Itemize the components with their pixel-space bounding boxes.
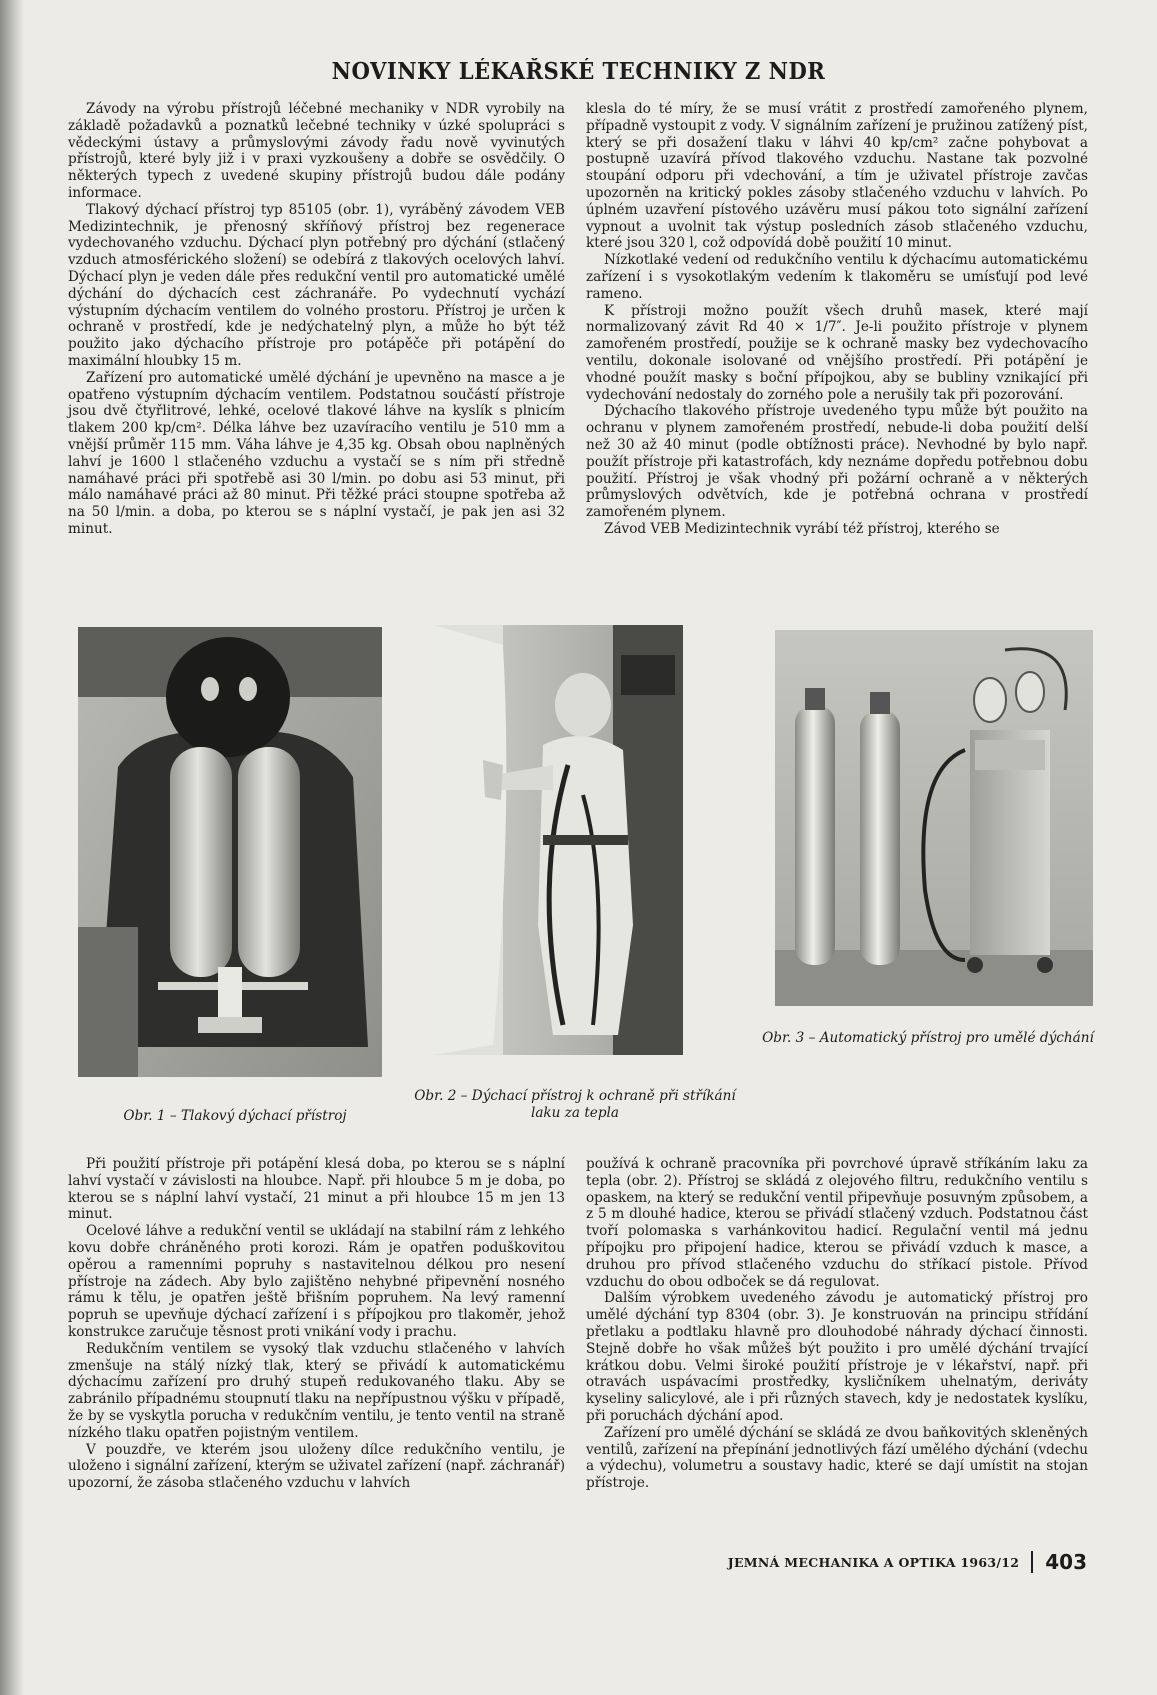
footer-divider — [1031, 1551, 1033, 1573]
paragraph: V pouzdře, ve kterém jsou uloženy dílce redukčního ventilu, je uloženo i signální zařízení, kterým se uživatel zařízení (např. záchranář) upozorní, že zásoba stlačeného vzduchu v lahvích — [68, 1441, 565, 1492]
paragraph: Závod VEB Medizintechnik vyrábí též přístroj, kterého se — [604, 520, 1000, 537]
figure-1-photo — [78, 627, 382, 1077]
paragraph: K přístroji možno použít všech druhů masek, které mají normalizovaný závit Rd 40 × 1/7″. Je-li použito přístroje v plynem zamořeném prostředí, použije se k ochraně masky bez vydechovacího ventilu, dokonale isolované od vnějšího prostředí. Při potápění je vhodné použít masky s boční přípojkou, aby se bubliny vznikající při vydechování nedostaly do zorného pole a nerušily tak při pozorování. — [586, 302, 1088, 403]
column-bottom-right — [586, 1156, 1088, 1492]
column-top-right — [586, 101, 1088, 538]
paragraph: Závody na výrobu přístrojů léčebné mechaniky v NDR vyrobily na základě požadavků a poznatků lečebné techniky v úzké spolupráci s vědeckými ústavy a průmyslovými závody řadu nově vyvinutých přístrojů, které byly již i v praxi vyzkoušeny a dobře se osvědčily. O některých typech z uvedené skupiny přístrojů budou dále podány informace. — [68, 101, 565, 201]
paragraph: Redukčním ventilem se vysoký tlak vzduchu stlačeného v lahvích zmenšuje na stálý nízký tlak, který se přivádí k automatickému dýchacímu zařízení pro druhý stupeň redukovaného tlaku. Aby se zabránilo případnému stoupnutí tlaku na nepřípustnou výšku v případě, že by se vyskytla porucha v redukčním ventilu, je tento ventil na straně nízkého tlaku opatřen pojistným ventilem. — [68, 1340, 565, 1441]
figure-3-illustration — [775, 630, 1093, 1006]
page-number: 403 — [1045, 1550, 1087, 1574]
page-binding-shadow — [0, 0, 24, 1695]
figure-1-illustration — [78, 627, 382, 1077]
column-top-left — [68, 101, 565, 538]
paragraph: Nízkotlaké vedení od redukčního ventilu k dýchacímu automatickému zařízení i s vysokotlakým vedením k tlakoměru se umísťují pod levé rameno. — [586, 252, 1088, 302]
paragraph: Dalším výrobkem uvedeného závodu je automatický přístroj pro umělé dýchání typ 8304 (obr. 3). Je konstruován na principu střídání přetlaku a podtlaku hlavně pro dlouhodobé náhrady dýchací činnosti. Stejně dobře ho však můžeš být použito i pro umělé dýchání trvající krátkou dobu. Velmi široké použití přístroje je v lékařství, např. při otravách uspávacími prostředky, kysličníkem uhelnatým, deriváty kyseliny salicylové, ale i při různých stavech, kdy je nedostatek kyslíku, při poruchách dýchání apod. — [586, 1290, 1088, 1424]
figure-2-illustration — [433, 625, 683, 1055]
figure-1-caption: Obr. 1 – Tlakový dýchací přístroj — [123, 1108, 347, 1124]
paragraph: Ocelové láhve a redukční ventil se ukládají na stabilní rám z lehkého kovu dobře chráněného proti korozi. Rám je opatřen poduškovitou opěrou a ramenními popruhy s nastavitelnou délkou pro nesení přístroje na zádech. Aby bylo zajištěno nehybné připevnění nosného rámu k tělu, je opatřen ještě břišním popruhem. Na levý ramenní popruh se upevňuje dýchací zařízení i s přípojkou pro tlakoměr, jehož konstrukce zaručuje těsnost proti vnikání vody i prachu. — [68, 1223, 565, 1340]
figure-3-caption: Obr. 3 – Automatický přístroj pro umělé dýchání — [762, 1030, 1094, 1046]
paragraph: Zařízení pro automatické umělé dýchání je upevněno na masce a je opatřeno výstupním dýchacím ventilem. Podstatnou součástí přístroje jsou dvě čtyřlitrové, lehké, ocelové tlakové láhve na kyslík s plnicím tlakem 200 kp/cm². Délka láhve bez uzavíracího ventilu je 510 mm a vnější průměr 115 mm. Váha láhve je 4,35 kg. Obsah obou naplněných lahví je 1600 l stlačeného vzduchu a vystačí se s ním při středně namáhavé práci při spotřebě asi 30 l/min. po dobu asi 53 minut, při málo namáhavé práci až 80 minut. Při těžké práci stoupne spotřeba až na 50 l/min. a doba, po kterou se s náplní vystačí, je pak jen asi 32 minut. — [68, 369, 565, 537]
page-footer — [728, 1550, 1087, 1574]
article-title: NOVINKY LÉKAŘSKÉ TECHNIKY Z NDR — [331, 58, 826, 85]
figure-2-caption: Obr. 2 – Dýchací přístroj k ochraně při stříkání laku za tepla — [414, 1088, 736, 1121]
paragraph: Zařízení pro umělé dýchání se skládá ze dvou baňkovitých skleněných ventilů, zařízení na přepínání jednotlivých fází umělého dýchání (vdechu a výdechu), volumetru a soustavy hadic, které se dají umístit na stojan přístroje. — [586, 1424, 1088, 1492]
paragraph: Tlakový dýchací přístroj typ 85105 (obr. 1), vyráběný závodem VEB Medizintechnik, je přenosný skříňový přístroj bez regenerace vydechovaného vzduchu. Dýchací plyn potřebný pro dýchání (stlačený vzduch atmosférického složení) se odebírá z tlakových ocelových lahví. Dýchací plyn je veden dále přes redukční ventil pro automatické umělé dýchání do dýchacích cest záchranáře. Po vydechnutí vychází výstupním dýchacím ventilem do volného prostoru. Přístroj je určen k ochraně v prostředí, kde je nedýchatelný plyn, a může ho být též použito jako dýchacího přístroje pro potápěče při potápění do maximální hloubky 15 m. — [68, 201, 565, 369]
paragraph: používá k ochraně pracovníka při povrchové úpravě stříkáním laku za tepla (obr. 2). Přístroj se skládá z olejového filtru, redukčního ventilu s opaskem, na který se redukční ventil připevňuje posuvným způsobem, a z 5 m dlouhé hadice, kterou se přivádí stlačený vzduch. Podstatnou část tvoří polomaska s varhánkovitou hadicí. Regulační ventil má jednu přípojku pro připojení hadice, kterou se přivádí vzduch k masce, a druhou pro přívod stlačeného vzduchu do stříkací pistole. Přívod vzduchu do obou odboček se dá regulovat. — [586, 1156, 1088, 1290]
paragraph: Dýchacího tlakového přístroje uvedeného typu může být použito na ochranu v plynem zamořeném prostředí, nebude-li doba použití delší než 30 až 40 minut (podle obtížnosti práce). Nevhodné by bylo např. použít přístroje při katastrofách, kdy neznáme dopředu potřebnou dobu použití. Přístroj je však vhodný při požární ochraně a v některých průmyslových odvětvích, kde je potřebná ochrana v prostředí zamořeném plynem. — [586, 403, 1088, 521]
journal-name: JEMNÁ MECHANIKA A OPTIKA 1963/12 — [727, 1554, 1020, 1570]
figure-2-photo — [433, 625, 683, 1055]
column-bottom-left — [68, 1156, 565, 1492]
paragraph: klesla do té míry, že se musí vrátit z prostředí zamořeného plynem, případně vystoupit z vody. V signálním zařízení je pružinou zatížený píst, který se při dosažení tlaku v láhvi 40 kp/cm² začne pohybovat a postupně uzavírá přívod tlakového vzduchu. Nastane tak pozvolné stoupání odporu při vdechování, a tím je uživatel přístroje zavčas upozorněn na kritický pokles zásoby stlačeného vzduchu v lahvích. Po úplném uzavření pístového uzávěru musí pákou toto signální zařízení vypnout a uvolnit tak výstup posledních zásob stlačeného vzduchu, které jsou 320 l, což odpovídá době použití 10 minut. — [586, 101, 1088, 252]
figure-3-photo — [775, 630, 1093, 1006]
paragraph: Při použití přístroje při potápění klesá doba, po kterou se s náplní lahví vystačí v závislosti na hloubce. Např. při hloubce 5 m je doba, po kterou se s náplní lahví vystačí, 21 minut a při hloubce 15 m jen 13 minut. — [68, 1156, 565, 1223]
